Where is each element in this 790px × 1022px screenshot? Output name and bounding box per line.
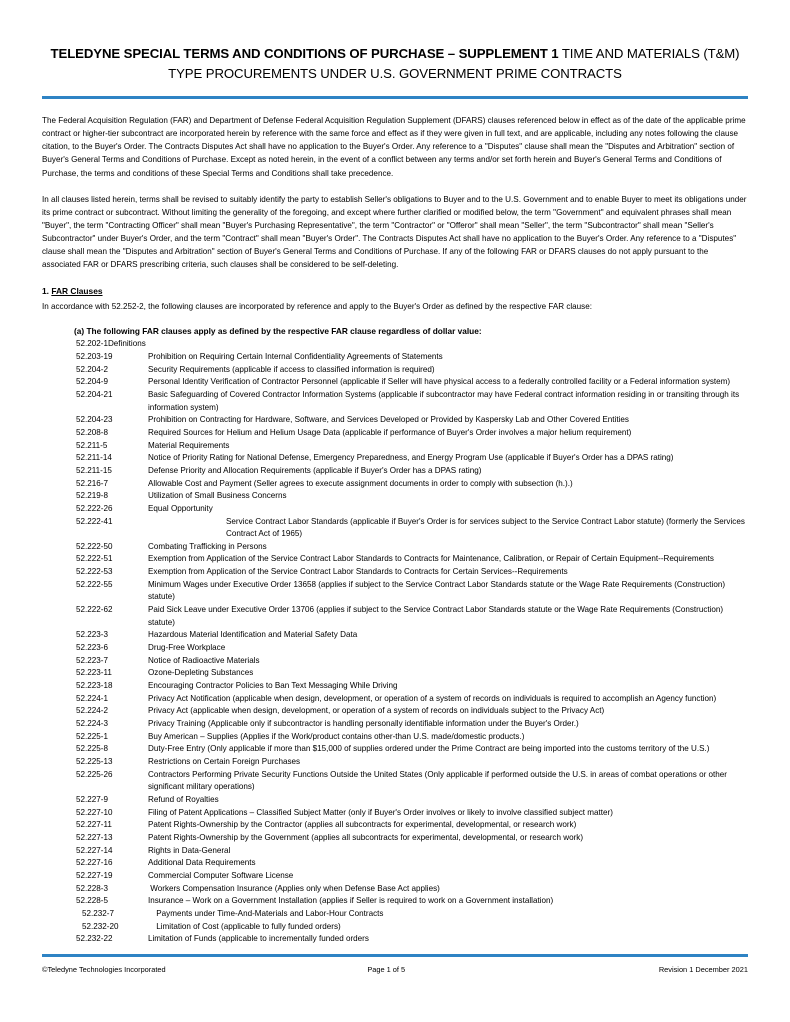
clause-description: Patent Rights-Ownership by the Government (applies all subcontracts for experimental, developmental, or research work) bbox=[148, 832, 584, 842]
clause-description: Privacy Act (applicable when design, development, or operation of a system of records on individuals subject to the Privacy Act) bbox=[148, 706, 605, 716]
clause-description: Limitation of Cost (applicable to fully funded orders) bbox=[154, 921, 341, 931]
clause-number: 52.204-23 bbox=[76, 415, 113, 425]
clause-number: 52.232-22 bbox=[76, 934, 113, 944]
clause-row bbox=[76, 566, 748, 579]
subsection-title: The following FAR clauses apply as defined by the respective FAR clause regardless of dollar value: bbox=[86, 325, 482, 336]
clause-description: Patent Rights-Ownership by the Contractor (applies all subcontracts for experimental, developmental, or research work) bbox=[148, 820, 577, 830]
clause-row bbox=[76, 364, 748, 377]
clause-row bbox=[76, 921, 748, 934]
clause-description: Allowable Cost and Payment (Seller agrees to execute assignment documents in order to comply with subsection (h.).) bbox=[148, 478, 573, 488]
footer-copyright: ©Teledyne Technologies Incorporated bbox=[42, 964, 166, 974]
clause-description: Utilization of Small Business Concerns bbox=[148, 491, 287, 501]
clause-row bbox=[76, 642, 748, 655]
document-title-rest: TIME AND MATERIALS (T&M) TYPE PROCUREMENTS UNDER U.S. GOVERNMENT PRIME CONTRACTS bbox=[168, 46, 740, 82]
clause-number: 52.224-2 bbox=[76, 706, 108, 716]
document-title bbox=[42, 0, 748, 84]
clause-number: 52.227-9 bbox=[76, 794, 108, 804]
clause-description: Basic Safeguarding of Covered Contractor Information Systems (applicable if subcontractor may have Federal contract information residing in or transiting through its information system) bbox=[148, 389, 742, 412]
clause-description: Paid Sick Leave under Executive Order 13706 (applies if subject to the Service Contract Labor Standards statute or the Wage Rate Requirements (Construction) statute) bbox=[148, 605, 726, 627]
clause-number: 52.222-55 bbox=[76, 579, 113, 589]
clause-number: 52.222-26 bbox=[76, 503, 113, 513]
subsection-heading bbox=[42, 314, 748, 337]
clause-row bbox=[76, 541, 748, 554]
clause-row bbox=[76, 743, 748, 756]
clause-number: 52.211-5 bbox=[76, 440, 108, 450]
clause-row bbox=[76, 452, 748, 465]
clause-number: 52.204-2 bbox=[76, 364, 108, 374]
clause-row bbox=[76, 756, 748, 769]
clause-number: 52.223-6 bbox=[76, 643, 108, 653]
clause-row bbox=[76, 680, 748, 693]
clause-number: 52.225-1 bbox=[76, 731, 108, 741]
clause-row bbox=[76, 604, 748, 629]
clause-row bbox=[76, 845, 748, 858]
clause-row bbox=[76, 769, 748, 794]
clause-number: 52.219-8 bbox=[76, 491, 108, 501]
clause-number: 52.223-11 bbox=[76, 668, 112, 678]
clause-description: Exemption from Application of the Service Contract Labor Standards to Contracts for Maintenance, Calibration, or Repair of Certain Equipment--Requirements bbox=[148, 554, 714, 564]
clause-description: Contractors Performing Private Security Functions Outside the United States (Only applicable if performed outside the U.S. in areas of combat operations or other significant military operations) bbox=[148, 769, 730, 792]
clause-description: Restrictions on Certain Foreign Purchases bbox=[148, 756, 301, 766]
clause-number: 52.227-11 bbox=[76, 820, 112, 830]
clause-number: 52.227-14 bbox=[76, 845, 113, 855]
clause-number: 52.224-1 bbox=[76, 693, 108, 703]
clause-row bbox=[76, 427, 748, 440]
clause-number: 52.228-5 bbox=[76, 896, 108, 906]
clause-description: Payments under Time-And-Materials and Labor-Hour Contracts bbox=[154, 908, 384, 918]
clause-row bbox=[76, 718, 748, 731]
clause-row bbox=[76, 705, 748, 718]
clause-row bbox=[76, 516, 748, 541]
clause-number: 52.222-53 bbox=[76, 567, 113, 577]
clause-number: 52.223-18 bbox=[76, 681, 113, 691]
section-number: 1. bbox=[42, 286, 49, 297]
subsection-label: (a) bbox=[74, 325, 85, 336]
clause-number: 52.211-14 bbox=[76, 453, 112, 463]
clause-description: Refund of Royalties bbox=[148, 794, 219, 804]
clause-number: 52.232-7 bbox=[82, 908, 114, 918]
clause-number: 52.228-3 bbox=[76, 883, 108, 893]
clause-row bbox=[76, 579, 748, 604]
clause-row bbox=[76, 807, 748, 820]
clause-number: 52.224-3 bbox=[76, 719, 108, 728]
clause-row bbox=[76, 667, 748, 680]
clause-row bbox=[76, 465, 748, 478]
clause-row bbox=[76, 338, 748, 351]
clause-row bbox=[76, 655, 748, 668]
clause-row bbox=[76, 553, 748, 566]
clause-description: Commercial Computer Software License bbox=[148, 870, 294, 880]
clause-description: Hazardous Material Identification and Material Safety Data bbox=[148, 630, 358, 640]
clause-description: Privacy Act Notification (applicable when design, development, or operation of a system of records on individuals is required to accomplish an Agency function) bbox=[148, 693, 717, 703]
document-title-bold: TELEDYNE SPECIAL TERMS AND CONDITIONS OF PURCHASE – SUPPLEMENT 1 bbox=[50, 46, 559, 61]
clause-number: 52.216-7 bbox=[76, 478, 108, 488]
clause-number: 52.222-50 bbox=[76, 541, 113, 551]
clause-number: 52.232-20 bbox=[82, 921, 119, 931]
clause-number: 52.222-41 bbox=[76, 516, 113, 526]
clause-number: 52.227-13 bbox=[76, 832, 113, 842]
clause-description: Additional Data Requirements bbox=[148, 858, 256, 868]
clause-number: 52.222-51 bbox=[76, 554, 113, 564]
clause-description: Exemption from Application of the Service Contract Labor Standards to Contracts for Certain Services--Requirements bbox=[148, 567, 568, 577]
clause-description: Limitation of Funds (applicable to incrementally funded orders bbox=[148, 934, 369, 944]
clause-row bbox=[76, 857, 748, 870]
clause-description: Material Requirements bbox=[148, 440, 230, 450]
clause-number: 52.202-1 bbox=[76, 339, 108, 349]
clause-row bbox=[76, 794, 748, 807]
clause-description: Notice of Radioactive Materials bbox=[148, 655, 260, 665]
clause-number: 52.223-3 bbox=[76, 630, 108, 640]
clause-description: Prohibition on Contracting for Hardware, Software, and Services Developed or Provided by Kaspersky Lab and Other Covered Entities bbox=[148, 415, 629, 425]
clause-row bbox=[76, 376, 748, 389]
clause-description: Filing of Patent Applications – Classified Subject Matter (only if Buyer's Order involves or likely to involve classified subject matter) bbox=[148, 807, 613, 817]
section-heading bbox=[42, 271, 748, 298]
clause-description: Buy American – Supplies (Applies if the Work/product contains other-than U.S. made/domestic products.) bbox=[148, 731, 525, 741]
clause-row bbox=[76, 503, 748, 516]
clause-row bbox=[76, 832, 748, 845]
clause-number: 52.204-9 bbox=[76, 377, 108, 387]
clause-row bbox=[76, 414, 748, 427]
intro-paragraph-2: In all clauses listed herein, terms shall be revised to suitably identify the party to establish Seller's obligations to Buyer and to the U.S. Government and to enable Buyer to meet its obligations under its prime contract or subcontract. Without limiting the generality of the foregoing, and except where further clarified or modified below, the term "Government" and equivalent phrases shall mean "Buyer", the term "Contracting Officer" shall mean "Buyer's Purchasing Representative", the term "Contractor" or "Offeror" shall mean "Seller", the term "Subcontractor" shall mean "Seller's Subcontractor" under Buyer's Order, and the term "Contract" shall mean "Buyer's Order". The Contracts Disputes Act shall have no application to the Buyer's Order. Any reference to a "Disputes" clause shall mean the "Disputes and Arbitration" section of Buyer's General Terms and Conditions of Purchase. If any of the following FAR or DFARS clauses do not apply pursuant to the associated FAR or DFARS prescribing criteria, such clauses shall be considered to be self-deleting. bbox=[42, 194, 747, 270]
clause-number: 52.203-19 bbox=[76, 351, 113, 361]
clause-description: Workers Compensation Insurance (Applies only when Defense Base Act applies) bbox=[148, 883, 440, 893]
section-lead-text: In accordance with 52.252-2, the following clauses are incorporated by reference and apply to the Buyer's Order as defined by the respective FAR clause: bbox=[42, 301, 592, 311]
clause-number: 52.223-7 bbox=[76, 655, 108, 665]
clause-number: 52.225-26 bbox=[76, 769, 113, 779]
clause-description: Duty-Free Entry (Only applicable if more than $15,000 of supplies ordered under the Prime Contract are being imported into the customs territory of the U.S.) bbox=[148, 744, 710, 754]
footer-revision: Revision 1 December 2021 bbox=[658, 964, 748, 974]
clause-number: 52.227-19 bbox=[76, 870, 113, 880]
clause-number: 52.204-21 bbox=[76, 389, 113, 399]
footer-page-number: Page 1 of 5 bbox=[367, 964, 406, 974]
clause-number: 52.225-8 bbox=[76, 744, 108, 754]
far-clause-list bbox=[42, 337, 748, 946]
intro-paragraph-1: The Federal Acquisition Regulation (FAR) and Department of Defense Federal Acquisition Regulation Supplement (DFARS) clauses referenced below in effect as of the date of the applicable prime contract or higher-tier subcontract are incorporated herein by reference with the same force and effect as if they were given in full text, and are applicable, including any notes following the clause citation, to the Buyer's Order. The Contracts Disputes Act shall have no application to the Buyer's Order. Any reference to a "Disputes" clause shall mean the "Disputes and Arbitration" section of Buyer's General Terms and Conditions of Purchase. Except as noted herein, in the event of a conflict between any terms and/or set forth herein and Buyer's General Terms and Conditions of Purchase, the terms and conditions of these Special Terms and Conditions shall take precedence. bbox=[42, 116, 746, 178]
section-title: FAR Clauses bbox=[51, 286, 103, 297]
clause-number: 52.222-62 bbox=[76, 605, 113, 615]
clause-row bbox=[76, 693, 748, 706]
clause-description: Service Contract Labor Standards (applicable if Buyer's Order is for services subject to the Service Contract Labor statute) (formerly the Services Contract Act of 1965) bbox=[226, 516, 748, 539]
clause-description: Drug-Free Workplace bbox=[148, 643, 226, 653]
clause-number: 52.211-15 bbox=[76, 465, 112, 475]
clause-row bbox=[76, 478, 748, 491]
clause-row bbox=[76, 895, 748, 908]
clause-row bbox=[76, 870, 748, 883]
clause-number: 52.227-16 bbox=[76, 858, 113, 868]
clause-description: Defense Priority and Allocation Requirements (applicable if Buyer's Order has a DPAS rating) bbox=[148, 465, 482, 475]
clause-description: Minimum Wages under Executive Order 13658 (applies if subject to the Service Contract Labor Standards statute or the Wage Rate Requirements (Construction) statute) bbox=[148, 579, 728, 602]
clause-description: Equal Opportunity bbox=[148, 503, 213, 513]
clause-description: Required Sources for Helium and Helium Usage Data (applicable if performance of Buyer's Order involves a major helium requirement) bbox=[148, 427, 632, 437]
clause-description: Insurance – Work on a Government Installation (applies if Seller is required to work on a Government installation) bbox=[148, 896, 554, 906]
clause-description: Prohibition on Requiring Certain Internal Confidentiality Agreements of Statements bbox=[148, 351, 443, 361]
clause-description: Rights in Data-General bbox=[148, 845, 231, 855]
clause-number: 52.208-8 bbox=[76, 427, 108, 437]
clause-row bbox=[76, 440, 748, 453]
clause-row bbox=[76, 351, 748, 364]
page-footer bbox=[42, 954, 748, 975]
clause-row bbox=[76, 819, 748, 832]
clause-description: Combating Trafficking in Persons bbox=[148, 541, 267, 551]
clause-description: Personal Identity Verification of Contractor Personnel (applicable if Seller will have physical access to a federally controlled facility or a Federal information system) bbox=[148, 377, 731, 387]
clause-description: Definitions bbox=[107, 339, 146, 349]
clause-row bbox=[76, 490, 748, 503]
clause-row bbox=[76, 883, 748, 896]
clause-row bbox=[76, 629, 748, 642]
clause-row bbox=[76, 389, 748, 414]
clause-description: Security Requirements (applicable if access to classified information is required) bbox=[148, 364, 435, 374]
clause-row bbox=[76, 731, 748, 744]
clause-description: Privacy Training (Applicable only if subcontractor is handling personally identifiable information under the Buyer's Order.) bbox=[148, 719, 579, 728]
clause-number: 52.225-13 bbox=[76, 756, 113, 766]
clause-row bbox=[76, 933, 748, 946]
clause-description: Encouraging Contractor Policies to Ban Text Messaging While Driving bbox=[148, 681, 398, 691]
clause-description: Notice of Priority Rating for National Defense, Emergency Preparedness, and Energy Program Use (applicable if Buyer's Order has a DPAS rating) bbox=[148, 453, 674, 463]
clause-description: Ozone-Depleting Substances bbox=[148, 668, 254, 678]
clause-number: 52.227-10 bbox=[76, 807, 113, 817]
clause-row bbox=[76, 908, 748, 921]
